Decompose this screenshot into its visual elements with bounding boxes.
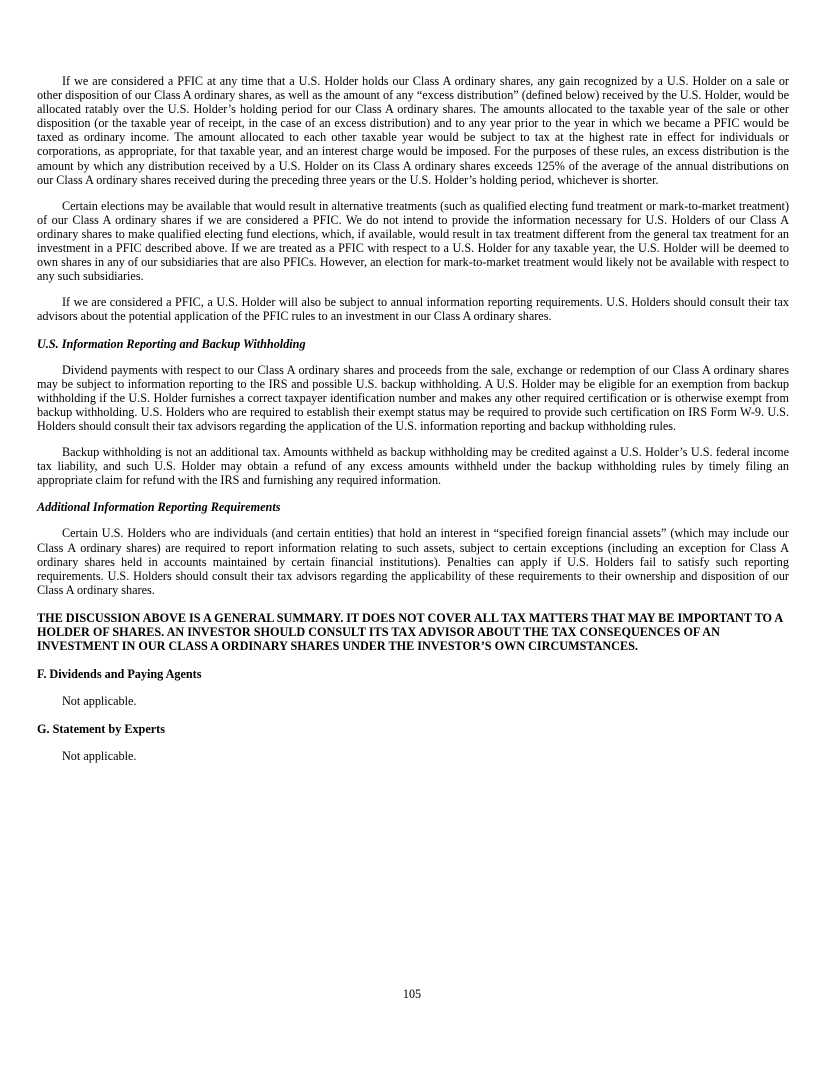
dividend-payments-paragraph: Dividend payments with respect to our Class A ordinary shares and proceeds from the sale, exchange or redemption of our Class A ordinary shares may be subject to information reporting to the IRS and possible U.S. backup withholding. A U.S. Holder may be eligible for an exemption from backup withholding if the U.S. Holder furnishes a correct taxpayer identification number and makes any other required certification or is otherwise exempt from backup withholding. U.S. Holders who are required to establish their exempt status may be required to provide such certification on IRS Form W-9. U.S. Holders should consult their tax advisors regarding the application of the U.S. information reporting and backup withholding rules.: [37, 362, 789, 433]
dividends-heading: F. Dividends and Paying Agents: [37, 667, 202, 682]
dividends-not-applicable: Not applicable.: [62, 694, 137, 709]
experts-heading: G. Statement by Experts: [37, 722, 165, 737]
backup-withholding-heading: U.S. Information Reporting and Backup Withholding: [37, 336, 306, 351]
additional-reporting-heading: Additional Information Reporting Requirements: [37, 500, 281, 515]
backup-not-additional-tax-paragraph: Backup withholding is not an additional tax. Amounts withheld as backup withholding may be credited against a U.S. Holder’s U.S. federal income tax liability, and such U.S. Holder may obtain a refund of any excess amounts withheld under the backup withholding rules by timely filing an appropriate claim for refund with the IRS and furnishing any required information.: [37, 445, 789, 488]
pfic-elections-paragraph: Certain elections may be available that would result in alternative treatments (such as qualified electing fund treatment or mark-to-market treatment) of our Class A ordinary shares if we are considered a PFIC. We do not intend to provide the information necessary for U.S. Holders of our Class A ordinary shares to make qualified electing fund elections, which, if available, would result in tax treatment different from the general tax treatment for an investment in a PFIC described above. If we are treated as a PFIC with respect to a U.S. Holder for any taxable year, the U.S. Holder will be deemed to own shares in any of our subsidiaries that are also PFICs. However, an election for mark-to-market treatment would likely not be available with respect to any such subsidiaries.: [37, 198, 789, 284]
disclaimer-paragraph: THE DISCUSSION ABOVE IS A GENERAL SUMMARY. IT DOES NOT COVER ALL TAX MATTERS THAT MAY BE IMPORTANT TO A HOLDER OF SHARES. AN INVESTOR SHOULD CONSULT ITS TAX ADVISOR ABOUT THE TAX CONSEQUENCES OF AN INVESTMENT IN OUR CLASS A ORDINARY SHARES UNDER THE INVESTOR’S OWN CIRCUMSTANCES.: [37, 610, 783, 654]
pfic-gain-paragraph: If we are considered a PFIC at any time that a U.S. Holder holds our Class A ordinary shares, any gain recognized by a U.S. Holder on a sale or other disposition of our Class A ordinary shares, as well as the amount of any “excess distribution” (defined below) received by the U.S. Holder, would be allocated ratably over the U.S. Holder’s holding period for our Class A ordinary shares. The amounts allocated to the taxable year of the sale or other disposition (or the taxable year of receipt, in the case of an excess distribution) and to any year prior to the year in which we became a PFIC would be taxed as ordinary income. The amount allocated to each other taxable year would be subject to tax at the highest rate in effect for individuals or corporations, as appropriate, for that taxable year, and an interest charge would be imposed. For the purposes of these rules, an excess distribution is the amount by which any distribution received by a U.S. Holder on its Class A ordinary shares exceeds 125% of the average of the annual distributions on our Class A ordinary shares received during the preceding three years or the U.S. Holder’s holding period, whichever is shorter.: [37, 74, 789, 187]
page-number: 105: [402, 987, 422, 1001]
document-page: [37, 74, 789, 764]
specified-assets-paragraph: Certain U.S. Holders who are individuals (and certain entities) that hold an interest in “specified foreign financial assets” (which may include our Class A ordinary shares) are required to report information relating to such assets, subject to certain exceptions (including an exception for Class A ordinary shares held in accounts maintained by certain financial institutions). Penalties can apply if U.S. Holders fail to satisfy such reporting requirements. U.S. Holders should consult their tax advisors regarding the applicability of these requirements to their ownership and disposition of our Class A ordinary shares.: [37, 526, 789, 597]
pfic-reporting-paragraph: If we are considered a PFIC, a U.S. Holder will also be subject to annual information reporting requirements. U.S. Holders should consult their tax advisors about the potential application of the PFIC rules to an investment in our Class A ordinary shares.: [37, 295, 789, 324]
experts-not-applicable: Not applicable.: [62, 749, 137, 764]
